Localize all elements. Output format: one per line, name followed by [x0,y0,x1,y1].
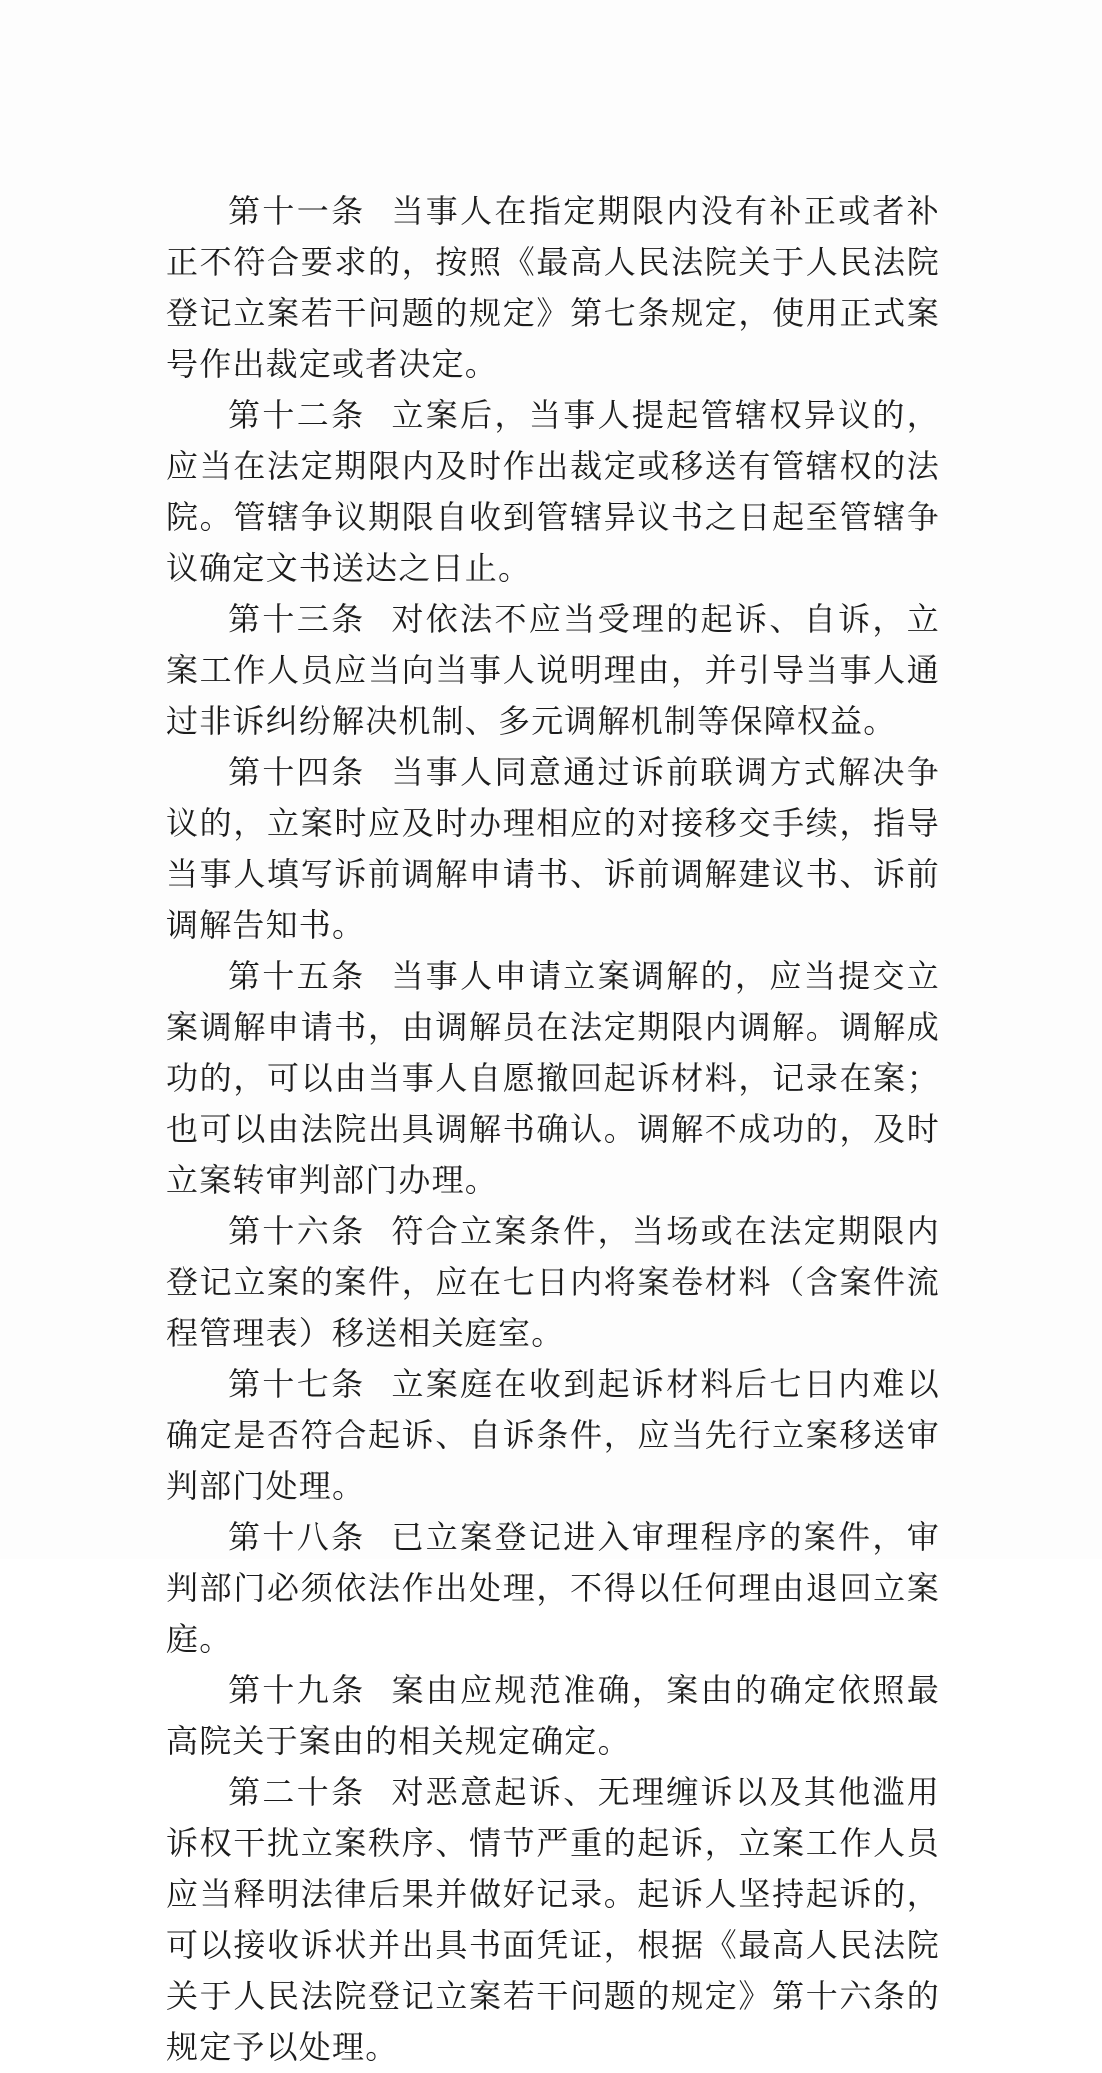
article-title: 第十七条 [228,1365,366,1403]
article-title: 第二十条 [228,1773,366,1811]
article-title: 第十二条 [228,396,366,434]
article-title: 第十四条 [228,753,366,791]
article-20 [166,1767,940,2073]
article-text: 立案庭在收到起诉材料后七日内难以确定是否符合起诉、自诉条件，应当先行立案移送审判部门处理。 [166,1365,940,1505]
article-title: 第十六条 [228,1212,366,1250]
article-text: 立案后，当事人提起管辖权异议的，应当在法定期限内及时作出裁定或移送有管辖权的法院。管辖争议期限自收到管辖异议书之日起至管辖争议确定文书送达之日止。 [166,396,940,587]
article-text: 当事人申请立案调解的，应当提交立案调解申请书，由调解员在法定期限内调解。调解成功的，可以由当事人自愿撤回起诉材料，记录在案；也可以由法院出具调解书确认。调解不成功的，及时立案转审判部门办理。 [166,957,940,1199]
article-title: 第十八条 [228,1518,366,1556]
article-11 [166,186,940,390]
article-text: 对依法不应当受理的起诉、自诉，立案工作人员应当向当事人说明理由，并引导当事人通过非诉纠纷解决机制、多元调解机制等保障权益。 [166,600,940,740]
article-text: 已立案登记进入审理程序的案件，审判部门必须依法作出处理，不得以任何理由退回立案庭。 [166,1518,940,1658]
article-19 [166,1665,940,1767]
article-text: 当事人同意通过诉前联调方式解决争议的，立案时应及时办理相应的对接移交手续，指导当事人填写诉前调解申请书、诉前调解建议书、诉前调解告知书。 [166,753,940,944]
article-text: 对恶意起诉、无理缠诉以及其他滥用诉权干扰立案秩序、情节严重的起诉，立案工作人员应当释明法律后果并做好记录。起诉人坚持起诉的，可以接收诉状并出具书面凭证，根据《最高人民法院关于人民法院登记立案若干问题的规定》第十六条的规定予以处理。 [166,1773,940,2066]
article-18 [166,1512,940,1665]
document-body [166,186,940,2073]
article-text: 案由应规范准确，案由的确定依照最高院关于案由的相关规定确定。 [166,1671,940,1760]
article-title: 第十五条 [228,957,366,995]
article-text: 符合立案条件，当场或在法定期限内登记立案的案件，应在七日内将案卷材料（含案件流程管理表）移送相关庭室。 [166,1212,940,1352]
article-15 [166,951,940,1206]
article-title: 第十一条 [228,192,366,230]
article-12 [166,390,940,594]
article-14 [166,747,940,951]
article-17 [166,1359,940,1512]
article-13 [166,594,940,747]
article-text: 当事人在指定期限内没有补正或者补正不符合要求的，按照《最高人民法院关于人民法院登记立案若干问题的规定》第七条规定，使用正式案号作出裁定或者决定。 [166,192,940,383]
article-title: 第十九条 [228,1671,366,1709]
article-title: 第十三条 [228,600,366,638]
article-16 [166,1206,940,1359]
